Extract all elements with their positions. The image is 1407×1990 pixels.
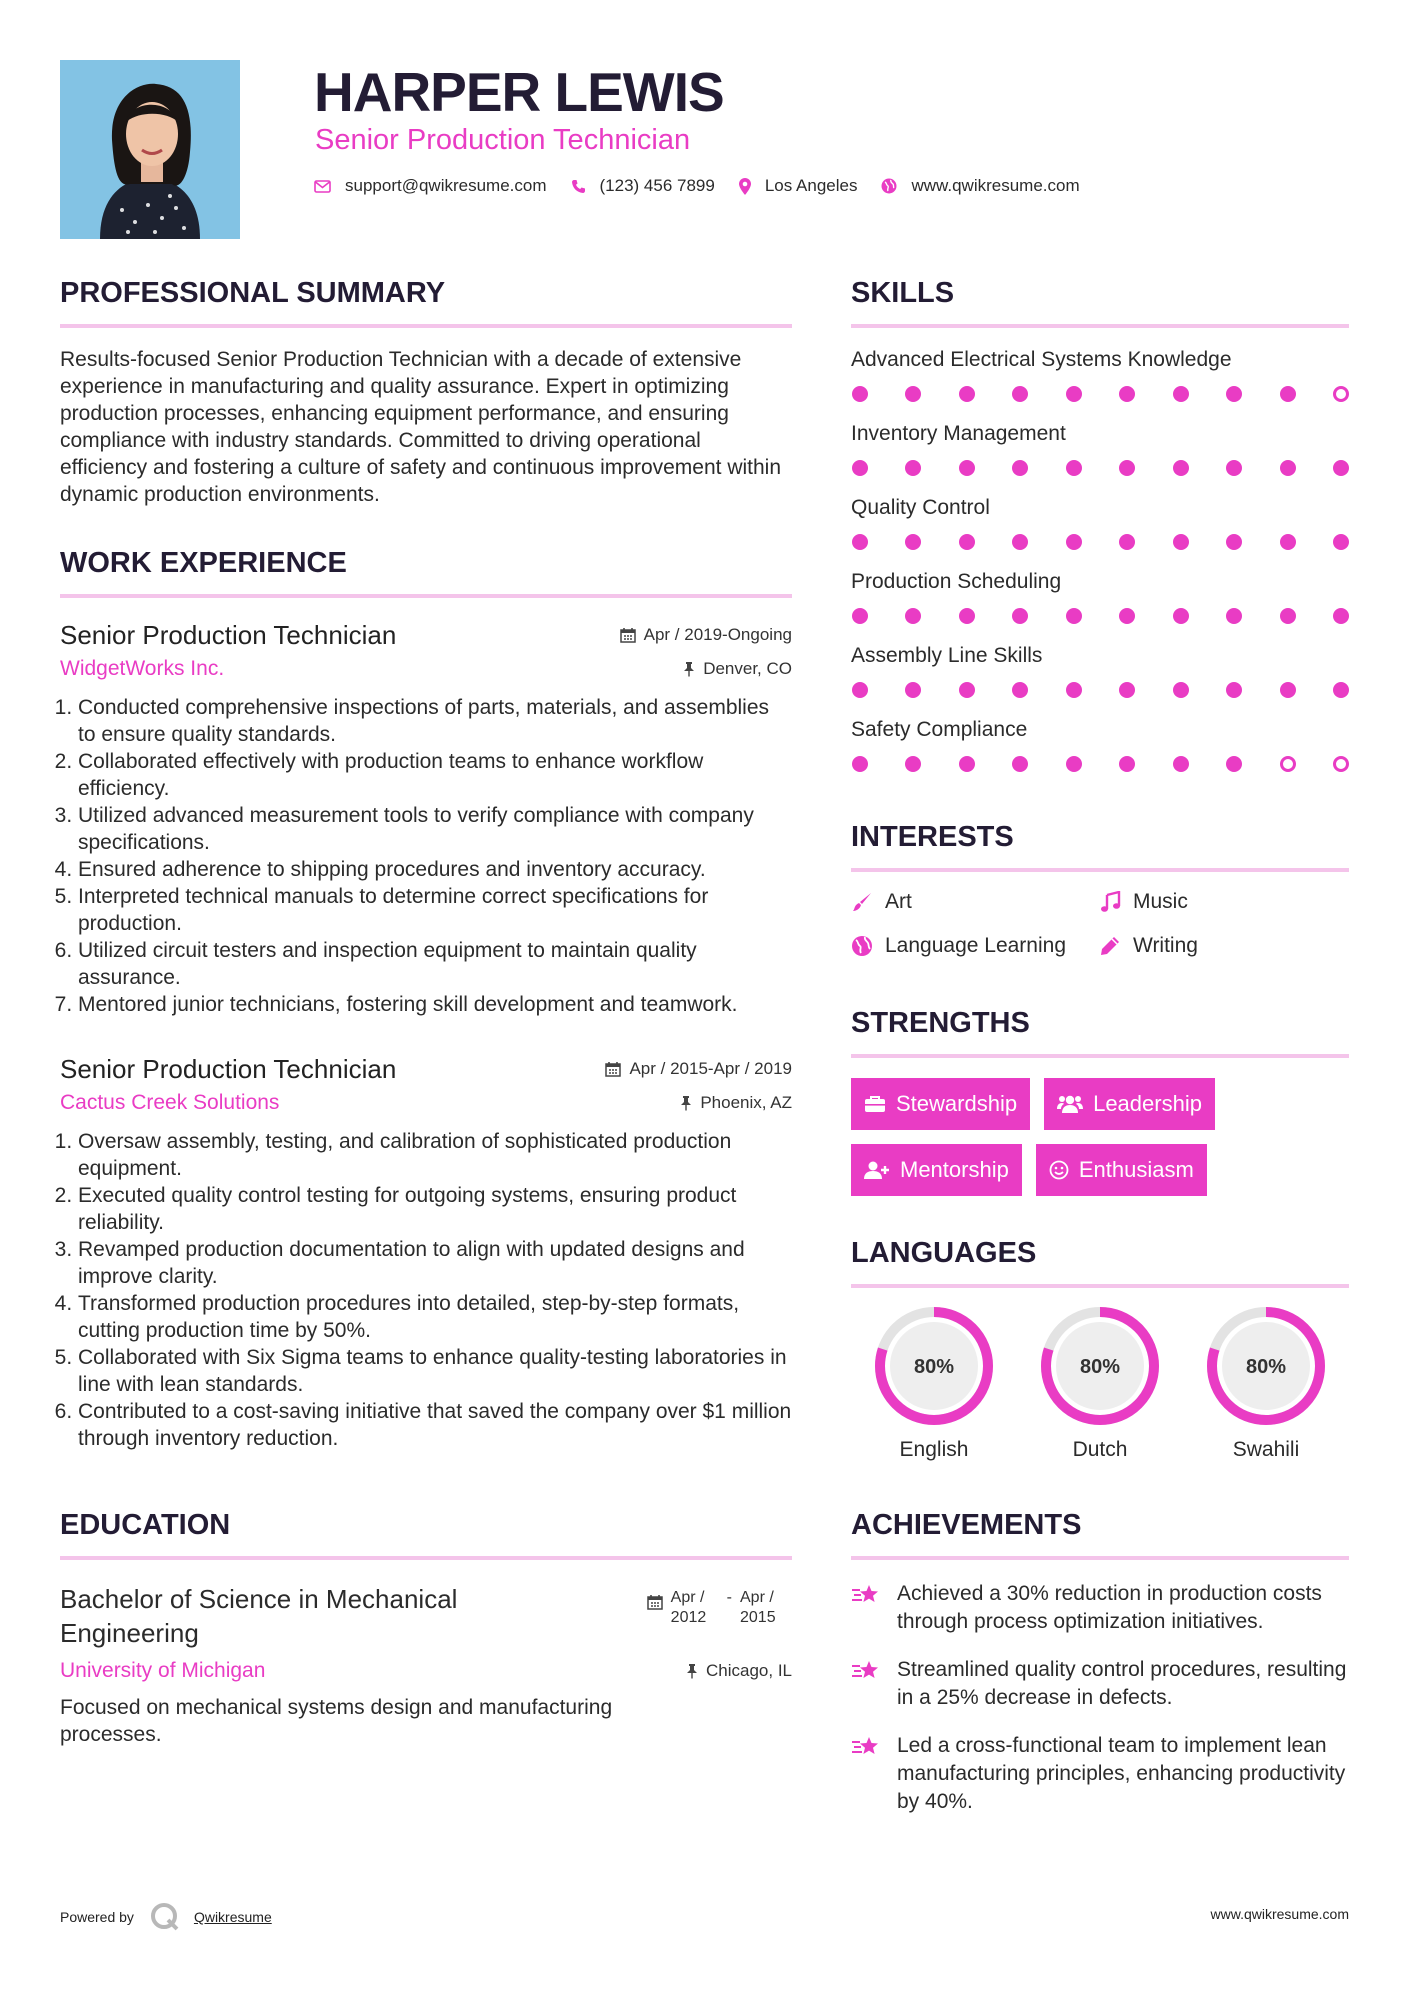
- rating-dot-filled: [905, 460, 921, 476]
- rating-dot-filled: [1119, 386, 1135, 402]
- rating-dot-filled: [1119, 534, 1135, 550]
- skill-rating: [851, 460, 1349, 476]
- achievement-item: [851, 1656, 1349, 1712]
- achievement-text: Led a cross-functional team to implement lean manufacturing principles, enhancing productivity by 40%.: [897, 1734, 1346, 1813]
- skills-section: [851, 272, 1349, 772]
- job-bullet: 1. Conducted comprehensive inspections of parts, materials, and assemblies to ensure quality standards.: [78, 694, 792, 748]
- job-bullet: 3. Revamped production documentation to align with updated designs and improve clarity.: [78, 1236, 792, 1290]
- language-name: English: [899, 1438, 969, 1461]
- job-bullets: [60, 1128, 792, 1452]
- rating-dot-filled: [1012, 386, 1028, 402]
- rating-dot-filled: [852, 608, 868, 624]
- envelope-icon: [314, 180, 331, 193]
- calendar-icon: [620, 627, 636, 643]
- language-item: [1017, 1304, 1183, 1462]
- rating-dot-filled: [905, 608, 921, 624]
- rating-dot-filled: [1012, 756, 1028, 772]
- rating-dot-filled: [852, 534, 868, 550]
- contact-website[interactable]: [881, 176, 1079, 196]
- shooting-star-icon: [851, 1732, 881, 1816]
- education-dates: [647, 1588, 792, 1650]
- rating-dot-filled: [959, 460, 975, 476]
- globe-icon: [881, 178, 897, 194]
- contact-location: [739, 176, 858, 196]
- language-percent: 80%: [913, 1356, 955, 1378]
- rating-dot-filled: [1119, 682, 1135, 698]
- rating-dot-filled: [905, 756, 921, 772]
- achievement-item: [851, 1580, 1349, 1636]
- strength-label: Leadership: [1093, 1091, 1202, 1116]
- rating-dot-filled: [1226, 534, 1242, 550]
- rating-dot-filled: [1173, 386, 1189, 402]
- qwikresume-logo-icon: [150, 1902, 180, 1932]
- pencil-icon: [1099, 935, 1121, 957]
- rating-dot-empty: [1280, 756, 1296, 772]
- rating-dot-filled: [1173, 460, 1189, 476]
- job-company: WidgetWorks Inc.: [60, 657, 225, 680]
- rating-dot-empty: [1333, 386, 1349, 402]
- calendar-icon: [647, 1594, 663, 1610]
- interest-label: Writing: [1133, 934, 1198, 957]
- interest-item: [1099, 890, 1339, 914]
- job-bullet: 6. Utilized circuit testers and inspection equipment to maintain quality assurance.: [78, 937, 792, 991]
- job-bullets: [60, 694, 792, 1018]
- skill-rating: [851, 756, 1349, 772]
- rating-dot-filled: [852, 386, 868, 402]
- pushpin-icon: [683, 661, 695, 677]
- skill-item: [851, 346, 1349, 402]
- rating-dot-filled: [959, 682, 975, 698]
- languages-heading: LANGUAGES: [851, 1232, 1349, 1288]
- rating-dot-filled: [1012, 534, 1028, 550]
- rating-dot-filled: [1333, 682, 1349, 698]
- candidate-title: Senior Production Technician: [315, 124, 691, 156]
- languages-list: [851, 1304, 1349, 1462]
- strength-tag: [851, 1078, 1030, 1130]
- education-date-separator: -: [726, 1589, 732, 1606]
- rating-dot-filled: [905, 386, 921, 402]
- rating-dot-filled: [852, 460, 868, 476]
- skill-rating: [851, 682, 1349, 698]
- education-end: Apr / 2015: [740, 1589, 776, 1626]
- language-ring: [872, 1304, 996, 1428]
- user-plus-icon: [864, 1160, 890, 1180]
- music-note-icon: [1099, 891, 1121, 913]
- rating-dot-filled: [1066, 460, 1082, 476]
- language-percent: 80%: [1079, 1356, 1121, 1378]
- summary-text: Results-focused Senior Production Technician with a decade of extensive experience in manufacturing and quality assurance. Expert in optimizing production processes, enhancing equipment performance, and ensuring compliance with industry standards. Committed to driving operational efficiency and fostering a culture of safety and continuous improvement within dynamic production environments.: [60, 348, 782, 506]
- language-name: Dutch: [1072, 1438, 1128, 1461]
- map-pin-icon: [739, 178, 751, 195]
- shooting-star-icon: [851, 1656, 881, 1712]
- interests-heading: INTERESTS: [851, 816, 1349, 872]
- rating-dot-filled: [1066, 682, 1082, 698]
- job-company: Cactus Creek Solutions: [60, 1091, 280, 1114]
- strength-tag: [851, 1144, 1022, 1196]
- job-location: Denver, CO: [703, 659, 792, 678]
- interest-label: Language Learning: [885, 934, 1067, 957]
- users-icon: [1057, 1094, 1083, 1114]
- skill-name: Assembly Line Skills: [851, 644, 1043, 667]
- rating-dot-filled: [1173, 608, 1189, 624]
- rating-dot-filled: [1280, 534, 1296, 550]
- strength-label: Enthusiasm: [1078, 1157, 1194, 1182]
- language-ring: [1038, 1304, 1162, 1428]
- experience-section: [60, 542, 792, 1452]
- rating-dot-empty: [1333, 756, 1349, 772]
- education-description: Focused on mechanical systems design and manufacturing processes.: [60, 1696, 613, 1746]
- globe-icon: [851, 935, 873, 957]
- contact-phone[interactable]: [571, 176, 715, 196]
- rating-dot-filled: [1066, 534, 1082, 550]
- rating-dot-filled: [1333, 460, 1349, 476]
- rating-dot-filled: [1226, 608, 1242, 624]
- language-percent: 80%: [1245, 1356, 1287, 1378]
- job-bullet: 4. Ensured adherence to shipping procedures and inventory accuracy.: [78, 856, 792, 883]
- rating-dot-filled: [905, 534, 921, 550]
- job-entry: [60, 1052, 792, 1452]
- job-dates: Apr / 2015-Apr / 2019: [629, 1059, 792, 1078]
- contact-website-text: www.qwikresume.com: [911, 176, 1080, 195]
- achievement-text: Streamlined quality control procedures, resulting in a 25% decrease in defects.: [897, 1658, 1347, 1709]
- strength-tag: [1044, 1078, 1215, 1130]
- right-column: [851, 272, 1349, 1816]
- strength-label: Stewardship: [896, 1091, 1018, 1116]
- education-location: Chicago, IL: [706, 1661, 792, 1680]
- profile-photo: [60, 60, 240, 239]
- achievement-text: Achieved a 30% reduction in production costs through process optimization initiatives.: [897, 1582, 1322, 1633]
- job-bullet: 2. Collaborated effectively with production teams to enhance workflow efficiency.: [78, 748, 792, 802]
- job-bullet: 5. Interpreted technical manuals to determine correct specifications for production.: [78, 883, 792, 937]
- strength-tag: [1036, 1144, 1207, 1196]
- education-heading: EDUCATION: [60, 1504, 792, 1560]
- powered-by-text: Powered by: [60, 1909, 134, 1925]
- briefcase-icon: [864, 1095, 886, 1113]
- skill-item: [851, 420, 1349, 476]
- contact-location-text: Los Angeles: [764, 176, 858, 195]
- skill-name: Advanced Electrical Systems Knowledge: [851, 348, 1232, 371]
- strengths-section: [851, 1002, 1349, 1210]
- interest-item: [851, 934, 1099, 958]
- phone-icon: [571, 179, 586, 194]
- language-item: [1183, 1304, 1349, 1462]
- paintbrush-icon: [851, 891, 873, 913]
- skills-heading: SKILLS: [851, 272, 1349, 328]
- rating-dot-filled: [1119, 608, 1135, 624]
- interest-label: Art: [885, 890, 912, 913]
- language-item: [851, 1304, 1017, 1462]
- skill-name: Inventory Management: [851, 422, 1066, 445]
- skill-name: Production Scheduling: [851, 570, 1062, 593]
- skill-rating: [851, 608, 1349, 624]
- footer-powered-by: [60, 1902, 272, 1932]
- rating-dot-filled: [959, 756, 975, 772]
- job-bullet: 7. Mentored junior technicians, fostering skill development and teamwork.: [78, 991, 792, 1018]
- education-degree: Bachelor of Science in Mechanical Engineering: [60, 1584, 458, 1648]
- candidate-name: HARPER LEWIS: [314, 61, 724, 123]
- pushpin-icon: [680, 1095, 692, 1111]
- strength-label: Mentorship: [900, 1157, 1009, 1182]
- experience-heading: WORK EXPERIENCE: [60, 542, 792, 598]
- education-section: [60, 1504, 792, 1748]
- footer-website[interactable]: www.qwikresume.com: [1210, 1906, 1349, 1922]
- rating-dot-filled: [1012, 460, 1028, 476]
- rating-dot-filled: [1226, 386, 1242, 402]
- education-start: Apr / 2012: [670, 1589, 707, 1626]
- summary-section: [60, 272, 792, 508]
- skill-item: [851, 494, 1349, 550]
- rating-dot-filled: [1280, 608, 1296, 624]
- skill-rating: [851, 534, 1349, 550]
- job-entry: [60, 618, 792, 1018]
- interest-label: Music: [1133, 890, 1188, 913]
- rating-dot-filled: [1333, 608, 1349, 624]
- job-location: Phoenix, AZ: [700, 1093, 792, 1112]
- rating-dot-filled: [1333, 534, 1349, 550]
- interest-item: [1099, 934, 1339, 958]
- skill-rating: [851, 386, 1349, 402]
- skill-name: Quality Control: [851, 496, 990, 519]
- achievement-item: [851, 1732, 1349, 1816]
- rating-dot-filled: [1173, 534, 1189, 550]
- qwikresume-link[interactable]: Qwikresume: [193, 1909, 272, 1925]
- interest-item: [851, 890, 1099, 914]
- achievements-heading: ACHIEVEMENTS: [851, 1504, 1349, 1560]
- rating-dot-filled: [1280, 460, 1296, 476]
- rating-dot-filled: [1226, 460, 1242, 476]
- contact-phone-text: (123) 456 7899: [599, 176, 715, 195]
- rating-dot-filled: [1280, 682, 1296, 698]
- smile-icon: [1049, 1160, 1069, 1180]
- rating-dot-filled: [1173, 756, 1189, 772]
- job-bullet: 2. Executed quality control testing for outgoing systems, ensuring product reliability.: [78, 1182, 792, 1236]
- summary-heading: PROFESSIONAL SUMMARY: [60, 272, 792, 328]
- rating-dot-filled: [1226, 756, 1242, 772]
- rating-dot-filled: [905, 682, 921, 698]
- contact-email[interactable]: [314, 176, 547, 196]
- rating-dot-filled: [1066, 756, 1082, 772]
- job-bullet: 4. Transformed production procedures into detailed, step-by-step formats, cutting production time by 50%.: [78, 1290, 792, 1344]
- job-title: Senior Production Technician: [60, 620, 397, 650]
- rating-dot-filled: [1066, 608, 1082, 624]
- skills-list: [851, 346, 1349, 772]
- skill-item: [851, 716, 1349, 772]
- job-bullet: 1. Oversaw assembly, testing, and calibration of sophisticated production equipment.: [78, 1128, 792, 1182]
- rating-dot-filled: [852, 682, 868, 698]
- skill-item: [851, 642, 1349, 698]
- languages-section: [851, 1232, 1349, 1462]
- job-dates: Apr / 2019-Ongoing: [643, 625, 792, 644]
- rating-dot-filled: [1119, 460, 1135, 476]
- rating-dot-filled: [1226, 682, 1242, 698]
- rating-dot-filled: [1012, 608, 1028, 624]
- rating-dot-filled: [1066, 386, 1082, 402]
- job-bullet: 6. Contributed to a cost-saving initiative that saved the company over $1 million through inventory reduction.: [78, 1398, 792, 1452]
- skill-item: [851, 568, 1349, 624]
- rating-dot-filled: [1173, 682, 1189, 698]
- language-ring: [1204, 1304, 1328, 1428]
- pushpin-icon: [686, 1663, 698, 1679]
- rating-dot-filled: [1012, 682, 1028, 698]
- contact-bar: [314, 176, 1104, 196]
- achievements-section: [851, 1504, 1349, 1816]
- interests-section: [851, 816, 1349, 958]
- rating-dot-filled: [959, 534, 975, 550]
- rating-dot-filled: [852, 756, 868, 772]
- job-bullet: 3. Utilized advanced measurement tools to verify compliance with company specifications.: [78, 802, 792, 856]
- left-column: [60, 272, 792, 1748]
- skill-name: Safety Compliance: [851, 718, 1028, 741]
- strengths-heading: STRENGTHS: [851, 1002, 1349, 1058]
- shooting-star-icon: [851, 1580, 881, 1636]
- education-school: University of Michigan: [60, 1659, 266, 1682]
- rating-dot-filled: [1280, 386, 1296, 402]
- job-title: Senior Production Technician: [60, 1054, 397, 1084]
- job-bullet: 5. Collaborated with Six Sigma teams to enhance quality-testing laboratories in line with lean standards.: [78, 1344, 792, 1398]
- rating-dot-filled: [1119, 756, 1135, 772]
- contact-email-text: support@qwikresume.com: [345, 176, 547, 195]
- calendar-icon: [605, 1061, 621, 1077]
- language-name: Swahili: [1232, 1438, 1300, 1461]
- rating-dot-filled: [959, 386, 975, 402]
- rating-dot-filled: [959, 608, 975, 624]
